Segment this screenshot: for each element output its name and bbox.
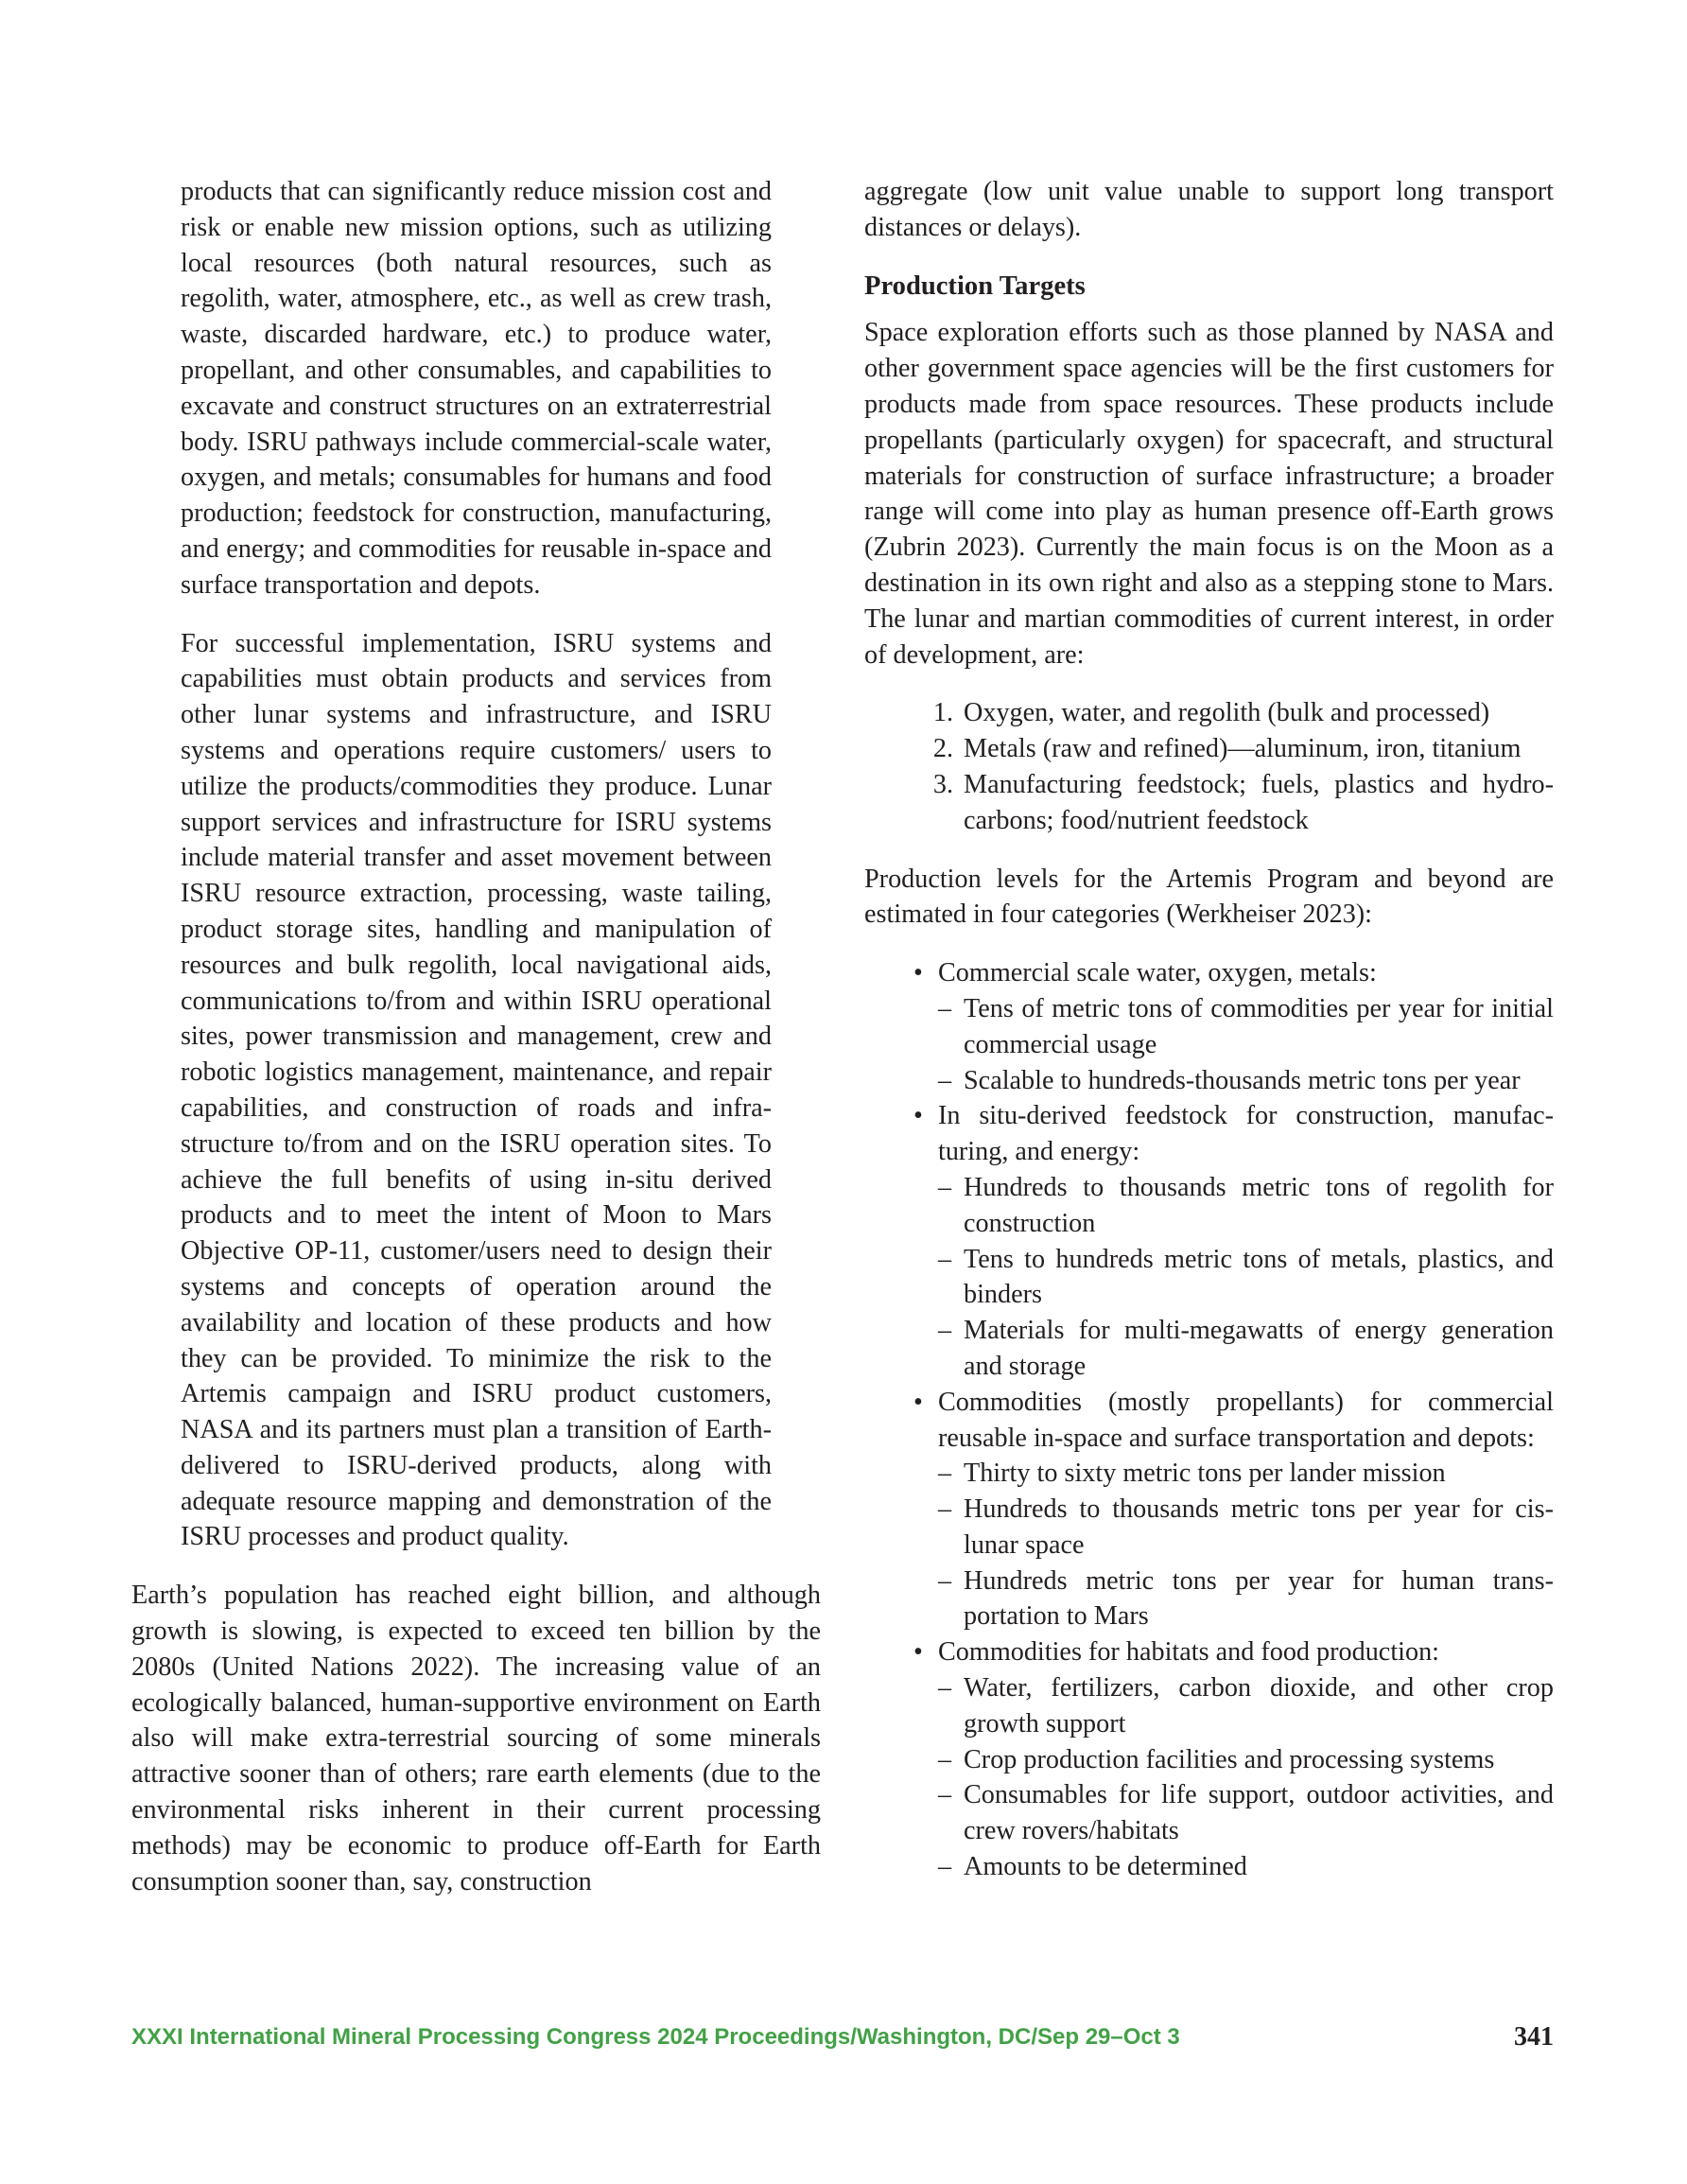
body-paragraph: Earth’s population has reached eight billion, and although growth is slowing, is expected to exceed ten billion by the 2080s (United Nations 2022). The increasing value of an ecologically balanced, human-supportive environment on Earth also will make extra-terrestrial sourcing of some minerals attractive sooner than of others; rare earth elements (due to the environmental risks inherent in their current processing methods) may be economic to produce off-Earth for Earth consumption sooner than, say, construction <box>131 1581 821 1896</box>
sub-list-item <box>938 1492 1554 1564</box>
body-paragraph: aggregate (low unit value unable to support long transport distances or delays). <box>864 177 1554 242</box>
bullet-icon: • <box>913 1387 923 1417</box>
sub-list-text: Scalable to hundreds-thousands metric tons per year <box>964 1065 1521 1095</box>
page-number: 341 <box>1514 2022 1554 2052</box>
list-number: 2. <box>932 734 953 764</box>
bullet-item <box>864 1098 1554 1384</box>
bullet-text: Commercial scale water, oxygen, metals: <box>938 958 1377 988</box>
numbered-list <box>864 695 1554 838</box>
sub-list <box>938 1670 1554 1885</box>
bullet-text: Commodities for habitats and food production: <box>938 1637 1440 1668</box>
dash-icon: – <box>938 1494 952 1525</box>
bullet-icon: • <box>913 1637 923 1668</box>
numbered-list-item <box>864 767 1554 839</box>
numbered-list-item <box>864 731 1554 767</box>
sub-list-text: Amounts to be determined <box>964 1852 1247 1882</box>
sub-list-text: Tens of metric tons of commodities per year for initial commercial usage <box>964 993 1554 1059</box>
dash-icon: – <box>938 1565 952 1596</box>
sub-list-text: Thirty to sixty metric tons per lander mission <box>964 1459 1446 1489</box>
dash-icon: – <box>938 1459 952 1489</box>
sub-list <box>938 991 1554 1098</box>
sub-list-item <box>938 991 1554 1063</box>
page-footer <box>131 2024 1554 2062</box>
bullet-item <box>864 1385 1554 1635</box>
dash-icon: – <box>938 1172 952 1202</box>
sub-list-text: Water, fertilizers, carbon dioxide, and other crop growth support <box>964 1673 1554 1738</box>
body-paragraph: For successful implementation, ISRU systems and capabilities must obtain products and services from other lunar systems and infrastructure, and ISRU systems and operations require customers/ users to utilize the products/commodities they produce. Lunar support services and infrastructure for ISRU systems include material transfer and asset movement between ISRU resource extraction, processing, waste tailing, product storage sites, handling and manipulation of resources and bulk regolith, local navigational aids, communications to/from and within ISRU operational sites, power transmission and management, crew and robotic logistics management, maintenance, and repair capabilities, and construction of roads and infrastructure to/from and on the ISRU operation sites. To achieve the full benefits of using in-situ derived products and to meet the intent of Moon to Mars Objective OP-11, customer/users need to design their systems and concepts of operation around the availability and location of these products and how they can be provided. To minimize the risk to the Artemis campaign and ISRU product customers, NASA and its partners must plan a transition of Earth-delivered to ISRU-derived products, along with adequate resource mapping and demonstration of the ISRU processes and product quality. <box>181 628 772 1552</box>
footer-text: XXXI International Mineral Processing Congress 2024 Proceedings/Washington, DC/Sep 29–Oct 3 <box>131 2024 1180 2050</box>
bullet-text: In situ-derived feedstock for construction, manufacturing, and energy: <box>938 1101 1554 1167</box>
sub-list-item <box>938 1849 1554 1885</box>
dash-icon: – <box>938 1744 952 1774</box>
sub-list-text: Crop production facilities and processing systems <box>964 1744 1495 1774</box>
bullet-item <box>864 1634 1554 1885</box>
sub-list-text: Hundreds metric tons per year for human transportation to Mars <box>964 1565 1554 1632</box>
dash-icon: – <box>938 1065 952 1095</box>
left-column <box>131 174 821 1899</box>
sub-list-item <box>938 1063 1554 1099</box>
sub-list-text: Hundreds to thousands metric tons of regolith for construction <box>964 1172 1554 1238</box>
list-item-text: Manufacturing feedstock; fuels, plastics and hydrocarbons; food/nutrient feedstock <box>964 769 1554 835</box>
sub-list <box>938 1170 1554 1385</box>
dash-icon: – <box>938 1780 952 1810</box>
sub-list-item <box>938 1670 1554 1742</box>
list-item-text: Oxygen, water, and regolith (bulk and processed) <box>964 698 1490 728</box>
bullet-text: Commodities (mostly propellants) for commercial reusable in-space and surface transportation and depots: <box>938 1387 1554 1453</box>
body-paragraph: products that can significantly reduce mission cost and risk or enable new mission options, such as utilizing local resources (both natural resources, such as regolith, water, atmosphere, etc., as well as crew trash, waste, discarded hardware, etc.) to produce water, propellant, and other consumables, and capabilities to excavate and construct structures on an extraterrestrial body. ISRU pathways include commercial-scale water, oxygen, and metals; consumables for humans and food production; feedstock for construction, manufacturing, and energy; and commodities for reusable in-space and surface transportation and depots. <box>181 177 772 600</box>
list-item-text: Metals (raw and refined)—aluminum, iron, titanium <box>964 734 1522 764</box>
list-number: 3. <box>932 769 953 799</box>
bullet-list <box>864 955 1554 1885</box>
section-heading: Production Targets <box>864 271 1086 301</box>
sub-list-item <box>938 1777 1554 1849</box>
list-number: 1. <box>932 698 953 728</box>
sub-list-item <box>938 1313 1554 1385</box>
dash-icon: – <box>938 1852 952 1882</box>
sub-list-item <box>938 1170 1554 1242</box>
sub-list-item <box>938 1742 1554 1778</box>
sub-list-item <box>938 1564 1554 1635</box>
dash-icon: – <box>938 1673 952 1704</box>
dash-icon: – <box>938 1316 952 1346</box>
sub-list-text: Materials for multi-megawatts of energy generation and storage <box>964 1316 1554 1381</box>
body-paragraph: Space exploration efforts such as those planned by NASA and other government space agencies will be the first customers for products made from space resources. These products include propellants (particularly oxygen) for spacecraft, and structural materials for construction of surface infrastructure; a broader range will come into play as human presence off-Earth grows (Zubrin 2023). Currently the main focus is on the Moon as a destination in its own right and also as a stepping stone to Mars. The lunar and martian commodities of current interest, in order of development, are: <box>864 318 1554 670</box>
sub-list-text: Tens to hundreds metric tons of metals, plastics, and binders <box>964 1244 1554 1310</box>
right-column <box>864 174 1554 1885</box>
bullet-item <box>864 955 1554 1098</box>
sub-list-item <box>938 1242 1554 1314</box>
sub-list-text: Hundreds to thousands metric tons per year for cis-lunar space <box>964 1494 1554 1560</box>
sub-list-text: Consumables for life support, outdoor activities, and crew rovers/habitats <box>964 1780 1554 1846</box>
bullet-icon: • <box>913 958 923 988</box>
numbered-list-item <box>864 695 1554 731</box>
sub-list-item <box>938 1456 1554 1492</box>
body-paragraph: Production levels for the Artemis Program and beyond are estimated in four categories (Werkheiser 2023): <box>864 864 1554 930</box>
sub-list <box>938 1456 1554 1634</box>
dash-icon: – <box>938 1244 952 1274</box>
dash-icon: – <box>938 993 952 1023</box>
bullet-icon: • <box>913 1101 923 1131</box>
